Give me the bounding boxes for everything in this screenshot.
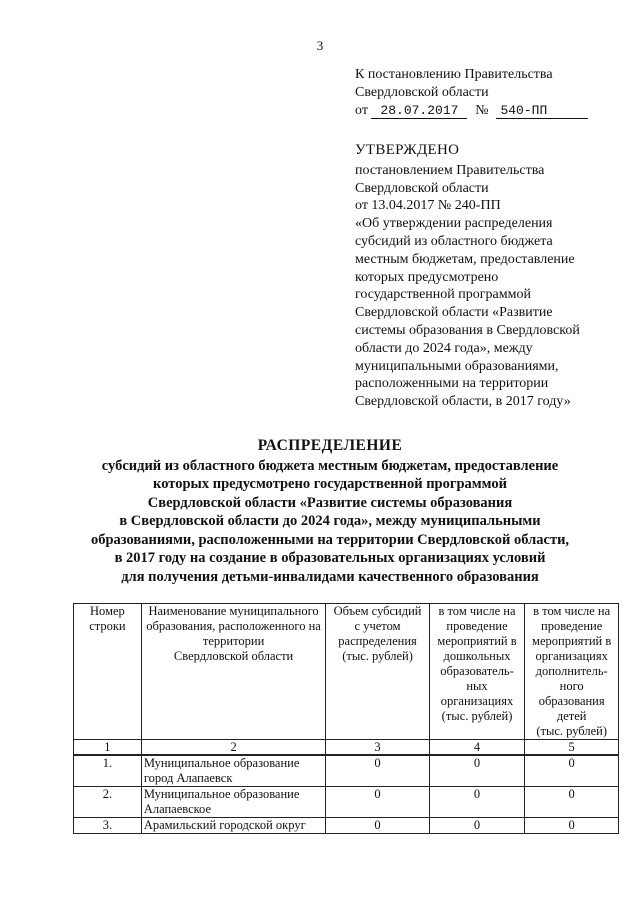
header-text: (тыс. рублей) bbox=[536, 724, 607, 738]
header-text: ных bbox=[466, 679, 488, 693]
header-text: (тыс. рублей) bbox=[342, 649, 413, 663]
header-text: проведение bbox=[446, 619, 508, 633]
preschool-value: 0 bbox=[429, 818, 525, 834]
annex-line-1: К постановлению Правительства bbox=[355, 67, 553, 82]
approved-line: субсидий из областного бюджета bbox=[355, 233, 553, 249]
header-text: территории bbox=[202, 634, 265, 648]
table-row bbox=[74, 787, 619, 818]
column-number: 2 bbox=[141, 740, 326, 756]
column-number: 3 bbox=[326, 740, 429, 756]
approved-line: государственной программой bbox=[355, 287, 531, 303]
municipality-name-line: Алапаевское bbox=[143, 802, 212, 816]
document-title-line: в 2017 году на создание в образовательных организациях условий bbox=[114, 550, 546, 566]
municipality-name-line: Муниципальное образование bbox=[143, 756, 300, 770]
header-text: с учетом bbox=[354, 619, 401, 633]
header-text: организациях bbox=[535, 649, 608, 663]
row-number: 2. bbox=[74, 787, 142, 818]
municipality-name-line: Арамильский городской округ bbox=[143, 818, 306, 832]
annex-block bbox=[355, 66, 625, 120]
header-text: детей bbox=[556, 709, 587, 723]
header-text: Объем субсидий bbox=[333, 604, 422, 618]
document-title-line: субсидий из областного бюджета местным бюджетам, предоставление bbox=[101, 457, 559, 474]
table-row bbox=[74, 755, 619, 787]
document-title-line: которых предусмотрено государственной программой bbox=[153, 476, 507, 492]
approved-heading: УТВЕРЖДЕНО bbox=[355, 142, 460, 158]
column-number: 4 bbox=[429, 740, 525, 756]
approved-line: расположенными на территории bbox=[355, 376, 549, 392]
header-text: строки bbox=[89, 619, 126, 633]
approved-line: «Об утверждении распределения bbox=[355, 216, 553, 232]
header-text: Наименование муниципального bbox=[148, 604, 319, 618]
document-title-line: в Свердловской области до 2024 года», между муниципальными bbox=[119, 513, 541, 529]
municipality-name bbox=[141, 818, 326, 834]
table-header-row bbox=[74, 604, 619, 740]
annex-date-prefix: от bbox=[355, 103, 368, 118]
header-text: (тыс. рублей) bbox=[441, 709, 513, 723]
header-subsidy-total bbox=[326, 604, 429, 740]
subsidy-total-value: 0 bbox=[326, 787, 429, 818]
municipality-name bbox=[141, 787, 326, 818]
additional-education-value: 0 bbox=[525, 818, 619, 834]
approved-line: от 13.04.2017 № 240-ПП bbox=[355, 198, 501, 214]
page-number: 3 bbox=[316, 38, 324, 53]
municipality-name-line: Муниципальное образование bbox=[143, 787, 300, 801]
annex-date-line bbox=[355, 102, 625, 120]
header-text: в том числе на bbox=[533, 604, 611, 618]
annex-number-prefix: № bbox=[475, 103, 489, 118]
header-row-number bbox=[74, 604, 142, 740]
header-text: распределения bbox=[338, 634, 417, 648]
header-municipality bbox=[141, 604, 326, 740]
column-number: 1 bbox=[74, 740, 142, 756]
approved-line: местным бюджетам, предоставление bbox=[355, 251, 575, 267]
document-title-line: Свердловской области «Развитие системы образования bbox=[147, 494, 513, 511]
header-text: дошкольных bbox=[443, 649, 511, 663]
municipality-name-line: город Алапаевск bbox=[143, 771, 233, 785]
document-title-line: образованиями, расположенными на территории Свердловской области, bbox=[90, 531, 570, 548]
document-title bbox=[40, 437, 620, 586]
column-number: 5 bbox=[525, 740, 619, 756]
header-text: проведение bbox=[541, 619, 603, 633]
approved-line: которых предусмотрено bbox=[355, 269, 499, 285]
row-number: 1. bbox=[74, 755, 142, 787]
preschool-value: 0 bbox=[429, 787, 525, 818]
header-text: Номер bbox=[90, 604, 125, 618]
header-text: мероприятий в bbox=[532, 634, 612, 648]
header-additional-education bbox=[525, 604, 619, 740]
approved-line: Свердловской области, в 2017 году» bbox=[355, 394, 571, 410]
header-text: в том числе на bbox=[438, 604, 516, 618]
annex-number: 540-ПП bbox=[496, 103, 588, 119]
header-preschool bbox=[429, 604, 525, 740]
header-text: организациях bbox=[440, 694, 514, 708]
subsidy-total-value: 0 bbox=[326, 755, 429, 787]
table-row bbox=[74, 818, 619, 834]
approved-line: области до 2024 года», между bbox=[355, 340, 533, 356]
row-number: 3. bbox=[74, 818, 142, 834]
subsidy-total-value: 0 bbox=[326, 818, 429, 834]
additional-education-value: 0 bbox=[525, 755, 619, 787]
header-text: Свердловской области bbox=[173, 649, 294, 663]
header-text: дополнитель- bbox=[535, 664, 608, 678]
municipality-name bbox=[141, 755, 326, 787]
approved-line: Свердловской области bbox=[355, 180, 489, 196]
approved-line: муниципальными образованиями, bbox=[355, 358, 559, 374]
annex-line-2: Свердловской области bbox=[355, 85, 489, 100]
preschool-value: 0 bbox=[429, 755, 525, 787]
approved-block bbox=[355, 142, 630, 411]
approved-line: Свердловской области «Развитие bbox=[355, 305, 553, 321]
additional-education-value: 0 bbox=[525, 787, 619, 818]
annex-date: 28.07.2017 bbox=[371, 103, 467, 119]
header-text: ного bbox=[559, 679, 584, 693]
header-text: образователь- bbox=[440, 664, 514, 678]
approved-line: системы образования в Свердловской bbox=[355, 322, 580, 338]
column-number-row bbox=[74, 740, 619, 756]
document-title-main: РАСПРЕДЕЛЕНИЕ bbox=[257, 437, 403, 454]
header-text: мероприятий в bbox=[437, 634, 517, 648]
approved-line: постановлением Правительства bbox=[355, 162, 545, 178]
header-text: образования, расположенного на bbox=[146, 619, 321, 633]
distribution-table bbox=[73, 603, 619, 834]
header-text: образования bbox=[538, 694, 605, 708]
document-title-line: для получения детьми-инвалидами качественного образования bbox=[121, 568, 539, 585]
